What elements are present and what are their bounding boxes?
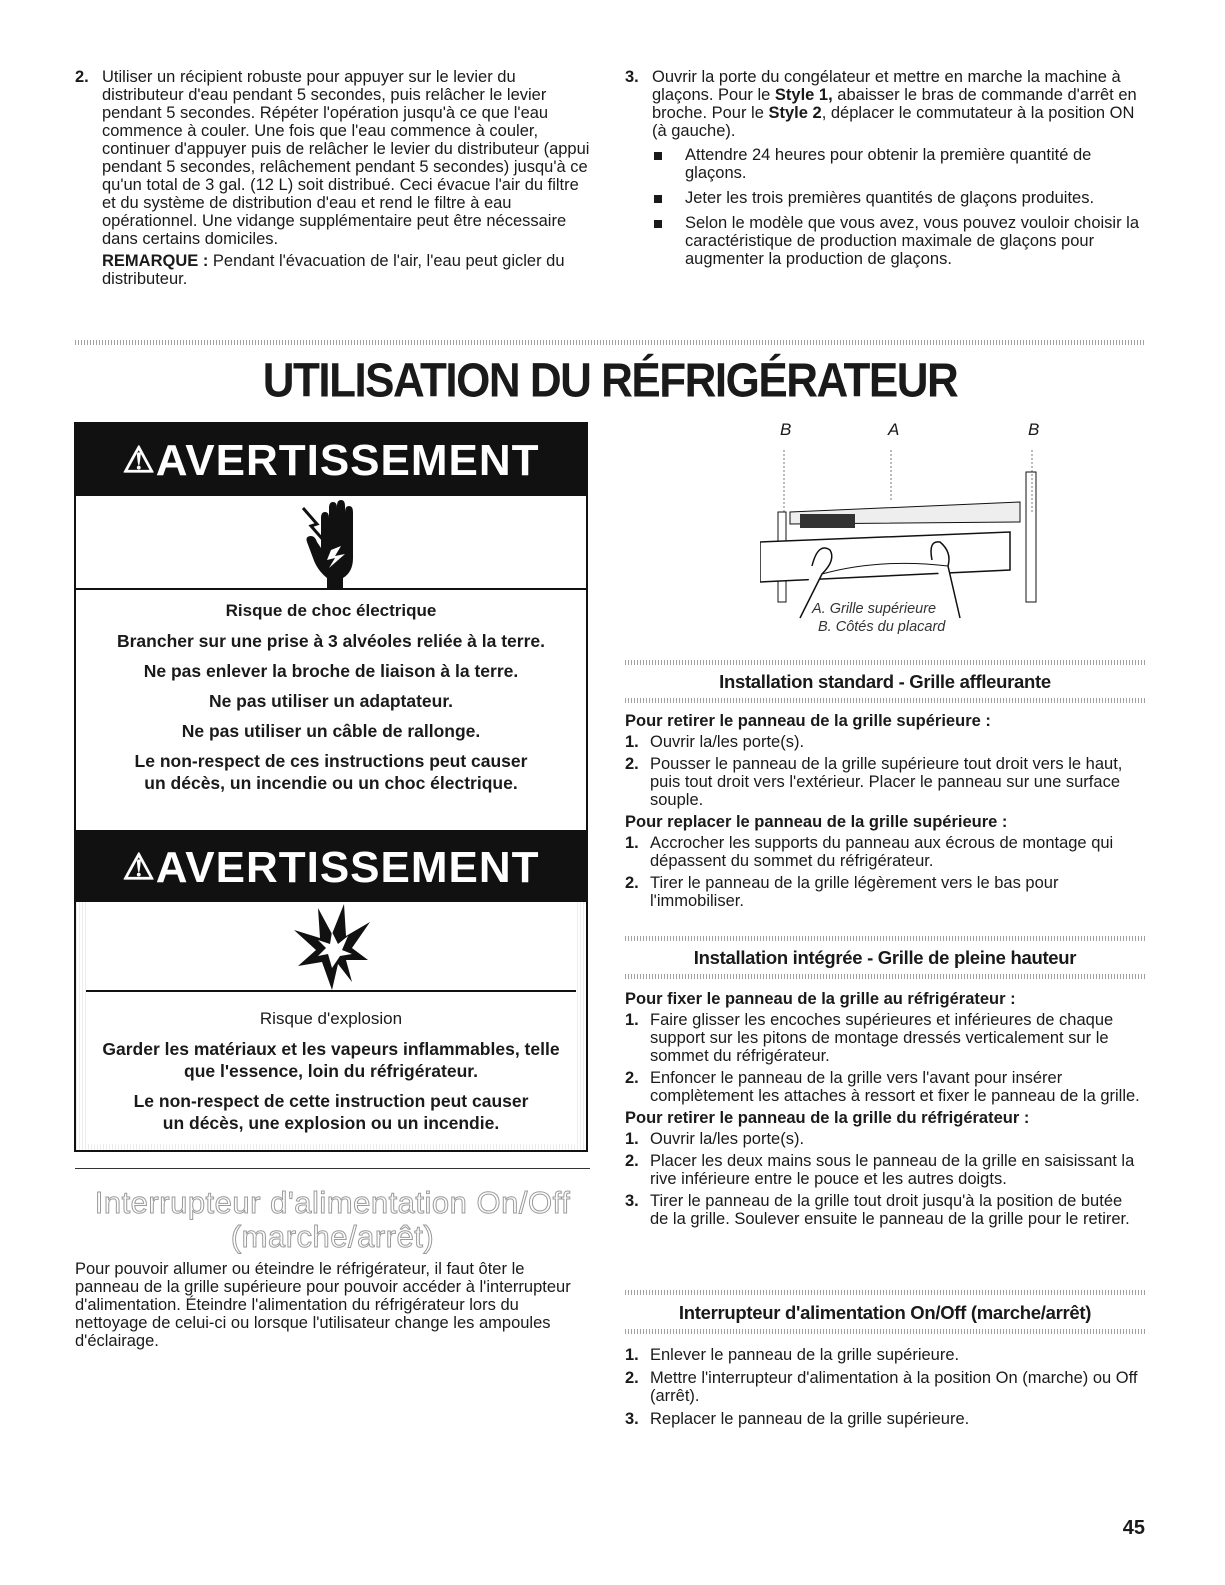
warning-header [76, 832, 586, 902]
step-3-text-c: , déplacer le commutateur à la position ON (à gauche). [652, 104, 1135, 140]
step [625, 1152, 1140, 1188]
page-number: 45 [1122, 1517, 1145, 1539]
step-text: Ouvrir la/les porte(s). [650, 1130, 805, 1148]
warning-line: Ne pas utiliser un adaptateur. [208, 691, 454, 711]
step-number: 1. [625, 1346, 639, 1364]
grille-illustration [760, 442, 1060, 622]
heading-rule [625, 698, 1145, 703]
step-text: Enfoncer le panneau de la grille vers l'avant pour insérer complètement les attaches à ressort et fixer le panneau de la grille. [650, 1069, 1140, 1105]
remarque-label: REMARQUE : [102, 252, 209, 270]
power-title-line-1: Interrupteur d'alimentation On/Off [94, 1185, 571, 1220]
top-left-block [75, 68, 595, 288]
step-number: 3. [625, 1192, 639, 1210]
step-text: Ouvrir la/les porte(s). [650, 733, 805, 751]
step-number: 2. [625, 1369, 639, 1387]
warning-triangle-icon: ⚠ [122, 846, 156, 887]
step-text: Tirer le panneau de la grille tout droit jusqu'à la position de butée de la grille. Soulever ensuite le panneau de la grille pour le retirer. [650, 1192, 1130, 1228]
step [625, 1011, 1140, 1065]
heading-rule [625, 1290, 1145, 1295]
figure-caption [760, 600, 1060, 636]
heading-rule [625, 936, 1145, 941]
integrated-fix-title: Pour fixer le panneau de la grille au réfrigérateur : [625, 990, 1016, 1008]
step [625, 874, 1140, 910]
step-text: Placer les deux mains sous le panneau de la grille en saisissant la rive inférieure entre le pouce et les autres doigts. [650, 1152, 1135, 1188]
explosion-icon [86, 902, 576, 992]
power-switch-section [625, 1346, 1140, 1428]
power-switch-heading: Interrupteur d'alimentation On/Off (marche/arrêt) [678, 1302, 1092, 1323]
caption-b: B. Côtés du placard [818, 619, 946, 635]
rule [75, 1168, 590, 1169]
step [625, 1346, 1140, 1364]
standard-section [625, 712, 1140, 910]
section-divider [75, 340, 1145, 345]
integrated-heading: Installation intégrée - Grille de pleine hauteur [693, 947, 1077, 968]
step-text: Replacer le panneau de la grille supérieure. [650, 1410, 970, 1428]
warning-header [76, 424, 586, 496]
step [625, 1369, 1140, 1405]
step-number: 2. [625, 1152, 639, 1170]
power-title-line-2: (marche/arrêt) [230, 1219, 435, 1254]
step [625, 834, 1140, 870]
warning-header-text: AVERTISSEMENT [155, 436, 540, 485]
bullet-item: Jeter les trois premières quantités de glaçons produites. [652, 189, 1145, 207]
grille-figure [760, 420, 1060, 620]
step-text: Tirer le panneau de la grille légèrement vers le bas pour l'immobiliser. [650, 874, 1059, 910]
top-right-block [625, 68, 1145, 268]
remarque [102, 252, 595, 288]
warning-line: Le non-respect de cette instruction peut causer [133, 1091, 529, 1111]
warning-line: Ne pas enlever la broche de liaison à la terre. [143, 661, 519, 681]
step-3-text-a: Ouvrir la porte du congélateur et mettre en marche la machine à glaçons. Pour le [652, 68, 1121, 104]
step-3-text [652, 68, 1145, 140]
hazard-title: Risque de choc électrique [225, 601, 437, 620]
step-2 [75, 68, 595, 288]
step-number: 1. [625, 733, 639, 751]
warning-box-electric [74, 422, 588, 862]
style-1-label: Style 1, [774, 86, 833, 104]
step-number: 2. [625, 1069, 639, 1087]
step-text: Mettre l'interrupteur d'alimentation à la position On (marche) ou Off (arrêt). [650, 1369, 1138, 1405]
step-number: 2. [625, 874, 639, 892]
warning-text [86, 992, 576, 1144]
heading-rule [625, 1329, 1145, 1334]
warning-line: un décès, une explosion ou un incendie. [162, 1113, 500, 1133]
step-text: Pousser le panneau de la grille supérieure tout droit vers le haut, puis tout droit vers l'extérieur. Placer le panneau sur une surface souple. [650, 755, 1123, 809]
standard-replace-title: Pour replacer le panneau de la grille supérieure : [625, 813, 1008, 831]
style-2-label: Style 2 [768, 104, 822, 122]
shock-icon [76, 496, 586, 590]
step-number: 3. [625, 68, 639, 86]
warning-box-explosion [74, 830, 588, 1152]
step-number: 2. [75, 68, 89, 86]
integrated-section [625, 990, 1140, 1228]
step [625, 1410, 1140, 1428]
step [625, 1192, 1140, 1228]
step-number: 2. [625, 755, 639, 773]
warning-line: Brancher sur une prise à 3 alvéoles reliée à la terre. [116, 631, 545, 651]
step-3 [625, 68, 1145, 268]
standard-heading: Installation standard - Grille affleurante [719, 671, 1051, 692]
step [625, 1069, 1140, 1105]
left-power-section [75, 1186, 590, 1350]
warning-line: Garder les matériaux et les vapeurs inflammables, telle [102, 1039, 560, 1059]
remarque-text: Pendant l'évacuation de l'air, l'eau peut gicler du distributeur. [102, 252, 565, 288]
standard-remove-title: Pour retirer le panneau de la grille supérieure : [625, 712, 991, 730]
heading-rule [625, 974, 1145, 979]
bullet-item: Attendre 24 heures pour obtenir la première quantité de glaçons. [652, 146, 1145, 182]
step-text: Faire glisser les encoches supérieures et inférieures de chaque support sur les pitons de montage dressés verticalement sur le sommet du réfrigérateur. [650, 1011, 1114, 1065]
label-b-right: B [1028, 420, 1040, 439]
warning-line: un décès, un incendie ou un choc électrique. [144, 773, 518, 793]
warning-line: que l'essence, loin du réfrigérateur. [184, 1061, 478, 1081]
warning-header-text: AVERTISSEMENT [155, 843, 540, 892]
step-text: Enlever le panneau de la grille supérieure. [650, 1346, 960, 1364]
caption-a: A. Grille supérieure [812, 601, 937, 617]
warning-line: Ne pas utiliser un câble de rallonge. [181, 721, 481, 741]
step-text: Accrocher les supports du panneau aux écrous de montage qui dépassent du sommet du réfrigérateur. [650, 834, 1114, 870]
step-number: 1. [625, 834, 639, 852]
step [625, 755, 1140, 809]
section-title: UTILISATION DU RÉFRIGÉRATEUR [262, 353, 958, 408]
warning-line: Le non-respect de ces instructions peut causer [134, 751, 528, 771]
step-number: 1. [625, 1011, 639, 1029]
bullet-item: Selon le modèle que vous avez, vous pouvez vouloir choisir la caractéristique de production maximale de glaçons pour augmenter la production de glaçons. [652, 214, 1145, 268]
warning-text [76, 590, 586, 794]
step [625, 733, 1140, 751]
integrated-remove-title: Pour retirer le panneau de la grille du réfrigérateur : [625, 1109, 1030, 1127]
step-number: 1. [625, 1130, 639, 1148]
step-number: 3. [625, 1410, 639, 1428]
label-a: A [888, 420, 900, 439]
warning-triangle-icon: ⚠ [122, 439, 156, 480]
heading-rule [625, 660, 1145, 665]
label-b-left: B [780, 420, 792, 439]
power-paragraph: Pour pouvoir allumer ou éteindre le réfrigérateur, il faut ôter le panneau de la grille supérieure pour pouvoir accéder à l'interrupteur d'alimentation. Éteindre l'alimentation du réfrigérateur lors du nettoyage de celui-ci ou lorsque l'utilisateur change les ampoules d'éclairage. [75, 1260, 571, 1350]
step-3-text-b: abaisser le bras de commande d'arrêt en broche. Pour le [652, 86, 1137, 122]
step [625, 1130, 1140, 1148]
step-2-text: Utiliser un récipient robuste pour appuyer sur le levier du distributeur d'eau pendant 5 secondes, puis relâcher le levier pendant 5 secondes. Répéter l'opération jusqu'à ce que l'eau commence à couler. Une fois que l'eau commence à couler, continuer d'appuyer puis de relâcher le levier du distributeur (appui pendant 5 secondes, relâchement pendant 5 secondes) jusqu'à ce qu'un total de 3 gal. (12 L) soit distribué. Ceci évacue l'air du filtre et du système de distribution d'eau et rend le filtre à eau opérationnel. Une vidange supplémentaire peut être nécessaire dans certains domiciles. [102, 68, 590, 248]
hazard-title: Risque d'explosion [259, 1009, 403, 1028]
